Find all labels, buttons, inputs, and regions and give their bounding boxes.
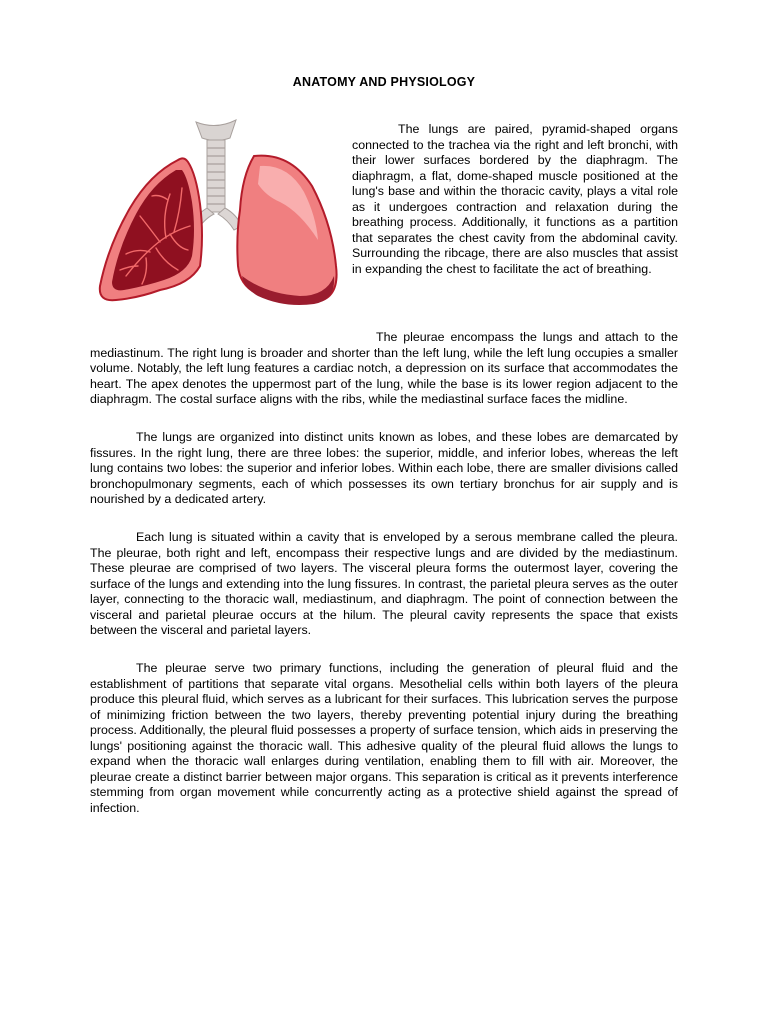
paragraph-5: The pleurae serve two primary functions, including the generation of pleural fluid and the establishment of partitions that separate vital organs. Mesothelial cells within both layers of the pleura produce this pleural fluid, which serves as a lubricant for their surfaces. This lubrication serves the purpose of minimizing friction between the two layers, thereby preventing potential injury during the breathing process. Additionally, the pleural fluid possesses a property of surface tension, which aids in preserving the lungs' positioning against the thoracic wall. This adhesive quality of the pleural fluid allows the lungs to expand when the thoracic wall enlarges during ventilation, enabling them to fill with air. Moreover, the pleurae create a distinct barrier between major organs. This separation is critical as it prevents interference stemming from organ movement while concurrently acting as a protective shield against the spread of infection. <box>90 661 678 815</box>
paragraph-4: Each lung is situated within a cavity that is enveloped by a serous membrane called the pleura. The pleurae, both right and left, encompass their respective lungs and are divided by the mediastinum. These pleurae are comprised of two layers. The visceral pleura forms the outermost layer, covering the surface of the lungs and extending into the lung fissures. In contrast, the parietal pleura serves as the outer layer, connecting to the thoracic wall, mediastinum, and diaphragm. The point of connection between the visceral and parietal pleurae occurs at the hilum. The pleural cavity represents the space that exists between the visceral and parietal layers. <box>90 530 678 637</box>
page-title: ANATOMY AND PHYSIOLOGY <box>292 75 476 89</box>
sectioned-lung <box>100 158 202 300</box>
lungs-icon <box>90 116 342 316</box>
whole-lung <box>237 156 336 305</box>
paragraph-2: The pleurae encompass the lungs and attach to the mediastinum. The right lung is broader and shorter than the left lung, while the left lung occupies a smaller volume. Notably, the left lung features a cardiac notch, a depression on its surface that accommodates the heart. The apex denotes the uppermost part of the lung, while the base is its lower region adjacent to the diaphragm. The costal surface aligns with the ribs, while the mediastinal surface faces the midline. <box>90 330 678 406</box>
paragraph-1: The lungs are paired, pyramid-shaped organs connected to the trachea via the right and left bronchi, with their lower surfaces bordered by the diaphragm. The diaphragm, a flat, dome-shaped muscle positioned at the lung's base and within the thoracic cavity, plays a vital role as it undergoes contraction and relaxation during the breathing process. Additionally, it functions as a partition that separates the chest cavity from the abdominal cavity. Surrounding the ribcage, there are also muscles that assist in expanding the chest to facilitate the act of breathing. <box>352 122 678 276</box>
paragraph-3: The lungs are organized into distinct units known as lobes, and these lobes are demarcated by fissures. In the right lung, there are three lobes: the superior, middle, and inferior lobes, whereas the left lung contains two lobes: the superior and inferior lobes. Within each lobe, there are smaller divisions called bronchopulmonary segments, each of which possesses its own tertiary bronchus for air supply and is nourished by a dedicated artery. <box>90 430 678 506</box>
